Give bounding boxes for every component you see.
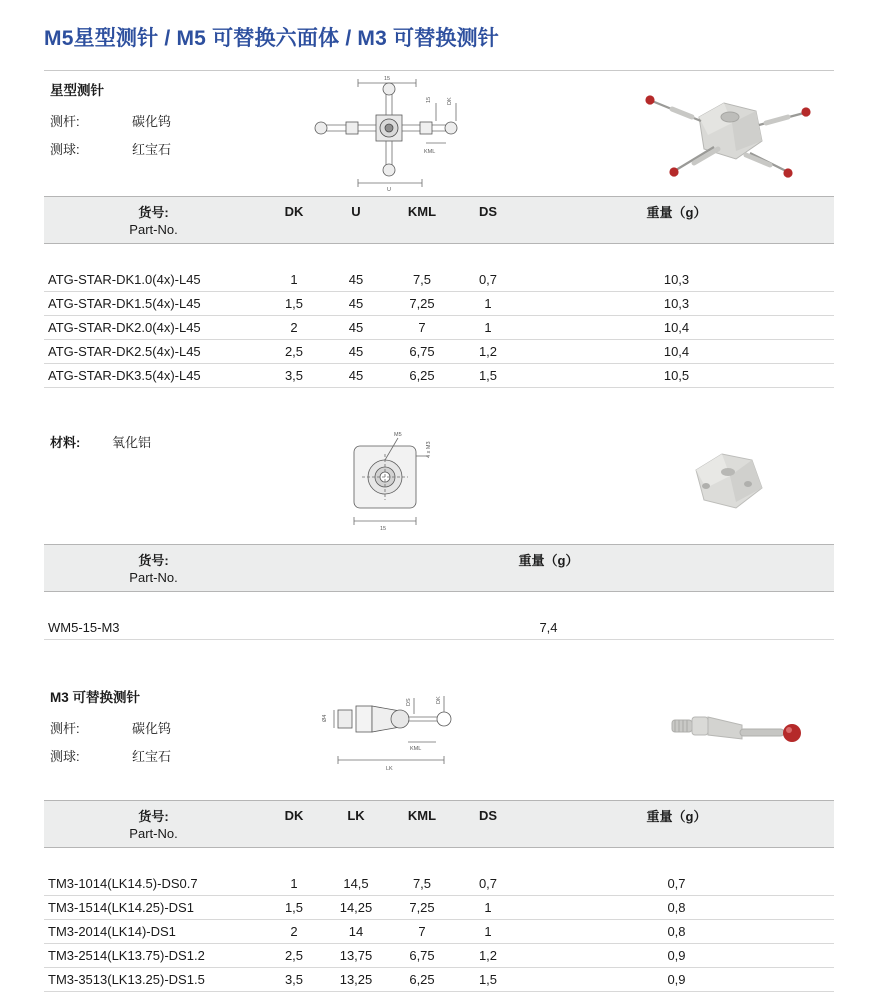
star-row1-kml: 7,25 — [387, 292, 457, 316]
star-row0-weight: 10,3 — [519, 268, 834, 292]
hex-table-header-row1 — [44, 545, 834, 571]
star-th-dk-sub — [263, 222, 325, 244]
star-row2-ds: 1 — [457, 316, 519, 340]
m3-th-weight-sub — [519, 826, 834, 848]
star-th-dk: DK — [263, 197, 325, 223]
star-parts-table — [44, 196, 834, 388]
star-stylus-photo — [604, 75, 824, 200]
star-row2-part: ATG-STAR-DK2.0(4x)-L45 — [44, 316, 263, 340]
m3-row0-lk: 14,5 — [325, 872, 387, 896]
table-row — [44, 292, 834, 316]
m3-row2-kml: 7 — [387, 920, 457, 944]
table-row — [44, 896, 834, 920]
svg-text:4 x M3: 4 x M3 — [426, 441, 432, 458]
svg-text:Ø4: Ø4 — [322, 714, 328, 722]
table-row — [44, 944, 834, 968]
m3-row1-weight: 0,8 — [519, 896, 834, 920]
m3-table-header-row1 — [44, 801, 834, 827]
hex-material-key: 材料: — [50, 435, 81, 450]
m3-row3-part: TM3-2514(LK13.75)-DS1.2 — [44, 944, 263, 968]
star-spec-key-ball: 测球: — [50, 142, 80, 157]
m3-row2-lk: 14 — [325, 920, 387, 944]
m3-spec-val-shaft: 碳化钨 — [132, 721, 172, 736]
svg-text:15: 15 — [380, 526, 387, 532]
hex-row0-part: WM5-15-M3 — [44, 616, 263, 640]
section-star-stylus — [44, 71, 834, 388]
table-row — [44, 968, 834, 992]
star-row2-kml: 7 — [387, 316, 457, 340]
star-row4-u: 45 — [325, 364, 387, 388]
m3-table-spacer — [44, 848, 834, 873]
star-th-ds-sub — [457, 222, 519, 244]
m3-row2-weight: 0,8 — [519, 920, 834, 944]
hex-table-spacer — [44, 592, 834, 617]
m3-spec-labels — [50, 686, 300, 774]
hex-th-partno: 货号: — [44, 545, 263, 571]
star-stylus-technical-drawing — [296, 73, 486, 198]
hex-th-weight-sub — [263, 570, 834, 592]
m3-th-partno: 货号: — [44, 801, 263, 827]
hex-table-body — [44, 592, 834, 640]
m3-stylus-photo — [644, 698, 824, 793]
star-row1-ds: 1 — [457, 292, 519, 316]
svg-text:LK: LK — [386, 766, 393, 772]
m3-row4-lk: 13,25 — [325, 968, 387, 992]
star-row3-kml: 6,75 — [387, 340, 457, 364]
m3-row0-weight: 0,7 — [519, 872, 834, 896]
m3-row1-part: TM3-1514(LK14.25)-DS1 — [44, 896, 263, 920]
section-hex-body — [44, 426, 834, 640]
star-row4-weight: 10,5 — [519, 364, 834, 388]
m3-spec-key-ball: 测球: — [50, 749, 80, 764]
star-row4-ds: 1,5 — [457, 364, 519, 388]
m3-th-ds: DS — [457, 801, 519, 827]
m3-row3-lk: 13,75 — [325, 944, 387, 968]
star-spec-row-ball — [50, 139, 300, 158]
table-row — [44, 268, 834, 292]
star-row3-ds: 1,2 — [457, 340, 519, 364]
m3-th-kml-sub — [387, 826, 457, 848]
table-row — [44, 340, 834, 364]
m3-spec-key-shaft: 测杆: — [50, 721, 80, 736]
hex-spec-block — [44, 426, 834, 544]
hex-row0-weight: 7,4 — [263, 616, 834, 640]
m3-row2-part: TM3-2014(LK14)-DS1 — [44, 920, 263, 944]
svg-text:15: 15 — [426, 96, 432, 103]
m3-th-dk: DK — [263, 801, 325, 827]
m3-table-header-row2 — [44, 826, 834, 848]
star-row0-part: ATG-STAR-DK1.0(4x)-L45 — [44, 268, 263, 292]
m3-spec-val-ball: 红宝石 — [132, 749, 172, 764]
table-row — [44, 364, 834, 388]
star-row0-dk: 1 — [263, 268, 325, 292]
m3-row3-weight: 0,9 — [519, 944, 834, 968]
m3-row4-ds: 1,5 — [457, 968, 519, 992]
hex-table-head — [44, 545, 834, 592]
section-m3-stylus — [44, 682, 834, 992]
star-spec-labels — [50, 79, 300, 167]
table-row — [44, 872, 834, 896]
star-row2-weight: 10,4 — [519, 316, 834, 340]
star-row1-dk: 1,5 — [263, 292, 325, 316]
star-row0-u: 45 — [325, 268, 387, 292]
m3-th-lk: LK — [325, 801, 387, 827]
m3-row1-dk: 1,5 — [263, 896, 325, 920]
star-row1-part: ATG-STAR-DK1.5(4x)-L45 — [44, 292, 263, 316]
m3-row1-ds: 1 — [457, 896, 519, 920]
star-row2-u: 45 — [325, 316, 387, 340]
star-th-kml: KML — [387, 197, 457, 223]
star-row3-u: 45 — [325, 340, 387, 364]
hex-body-technical-drawing — [302, 426, 482, 541]
star-th-weight: 重量（g） — [519, 197, 834, 223]
m3-row0-ds: 0,7 — [457, 872, 519, 896]
svg-text:M5: M5 — [394, 432, 402, 438]
star-spec-val-shaft: 碳化钨 — [132, 114, 172, 129]
m3-th-partno-en: Part-No. — [44, 826, 263, 848]
svg-text:DS: DS — [406, 698, 412, 706]
m3-heading: M3 可替换测针 — [50, 690, 141, 705]
hex-material-value: 氧化铝 — [112, 435, 152, 450]
m3-th-ds-sub — [457, 826, 519, 848]
hex-spec-labels — [50, 432, 300, 451]
star-row0-kml: 7,5 — [387, 268, 457, 292]
star-table-head — [44, 197, 834, 244]
star-th-partno: 货号: — [44, 197, 263, 223]
m3-th-lk-sub — [325, 826, 387, 848]
table-row — [44, 616, 834, 640]
star-th-u-sub — [325, 222, 387, 244]
m3-row0-dk: 1 — [263, 872, 325, 896]
m3-row3-dk: 2,5 — [263, 944, 325, 968]
star-spec-block — [44, 71, 834, 196]
star-row4-dk: 3,5 — [263, 364, 325, 388]
m3-table-body — [44, 848, 834, 992]
star-spec-row-shaft — [50, 111, 300, 130]
star-row3-part: ATG-STAR-DK2.5(4x)-L45 — [44, 340, 263, 364]
star-th-u: U — [325, 197, 387, 223]
star-th-partno-en: Part-No. — [44, 222, 263, 244]
m3-spec-block — [44, 682, 834, 800]
m3-row4-kml: 6,25 — [387, 968, 457, 992]
svg-text:DK: DK — [447, 97, 453, 105]
hex-th-partno-en: Part-No. — [44, 570, 263, 592]
star-spec-val-ball: 红宝石 — [132, 142, 172, 157]
page-title: M5星型测针 / M5 可替换六面体 / M3 可替换测针 — [44, 27, 499, 50]
star-row4-kml: 6,25 — [387, 364, 457, 388]
m3-th-weight: 重量（g） — [519, 801, 834, 827]
m3-row2-ds: 1 — [457, 920, 519, 944]
table-row — [44, 920, 834, 944]
m3-row3-kml: 6,75 — [387, 944, 457, 968]
svg-text:KML: KML — [410, 746, 422, 752]
star-th-weight-sub — [519, 222, 834, 244]
star-row3-dk: 2,5 — [263, 340, 325, 364]
star-table-header-row2 — [44, 222, 834, 244]
svg-text:KML: KML — [424, 149, 436, 155]
m3-parts-table — [44, 800, 834, 992]
m3-row4-part: TM3-3513(LK13.25)-DS1.5 — [44, 968, 263, 992]
hex-th-weight: 重量（g） — [263, 545, 834, 571]
m3-th-dk-sub — [263, 826, 325, 848]
star-heading: 星型测针 — [50, 83, 104, 98]
star-th-kml-sub — [387, 222, 457, 244]
hex-parts-table — [44, 544, 834, 640]
m3-row3-ds: 1,2 — [457, 944, 519, 968]
hex-material-row — [50, 432, 300, 451]
m3-th-kml: KML — [387, 801, 457, 827]
star-row0-ds: 0,7 — [457, 268, 519, 292]
star-table-body — [44, 244, 834, 388]
page-title-area — [0, 0, 878, 62]
star-row3-weight: 10,4 — [519, 340, 834, 364]
m3-row4-weight: 0,9 — [519, 968, 834, 992]
m3-row1-lk: 14,25 — [325, 896, 387, 920]
svg-text:U: U — [387, 187, 391, 193]
star-th-ds: DS — [457, 197, 519, 223]
m3-stylus-technical-drawing — [296, 686, 486, 791]
table-row — [44, 316, 834, 340]
star-table-spacer — [44, 244, 834, 269]
m3-row1-kml: 7,25 — [387, 896, 457, 920]
m3-row4-dk: 3,5 — [263, 968, 325, 992]
m3-spec-row-shaft — [50, 718, 300, 737]
star-row1-u: 45 — [325, 292, 387, 316]
m3-spec-row-ball — [50, 746, 300, 765]
star-row2-dk: 2 — [263, 316, 325, 340]
m3-row0-kml: 7,5 — [387, 872, 457, 896]
star-spec-key-shaft: 测杆: — [50, 114, 80, 129]
star-row1-weight: 10,3 — [519, 292, 834, 316]
star-table-header-row1 — [44, 197, 834, 223]
svg-text:DK: DK — [436, 696, 442, 704]
m3-row0-part: TM3-1014(LK14.5)-DS0.7 — [44, 872, 263, 896]
hex-body-photo — [644, 432, 814, 547]
hex-table-header-row2 — [44, 570, 834, 592]
star-dim-label-15: 15 — [384, 76, 391, 82]
m3-row2-dk: 2 — [263, 920, 325, 944]
m3-table-head — [44, 801, 834, 848]
star-row4-part: ATG-STAR-DK3.5(4x)-L45 — [44, 364, 263, 388]
